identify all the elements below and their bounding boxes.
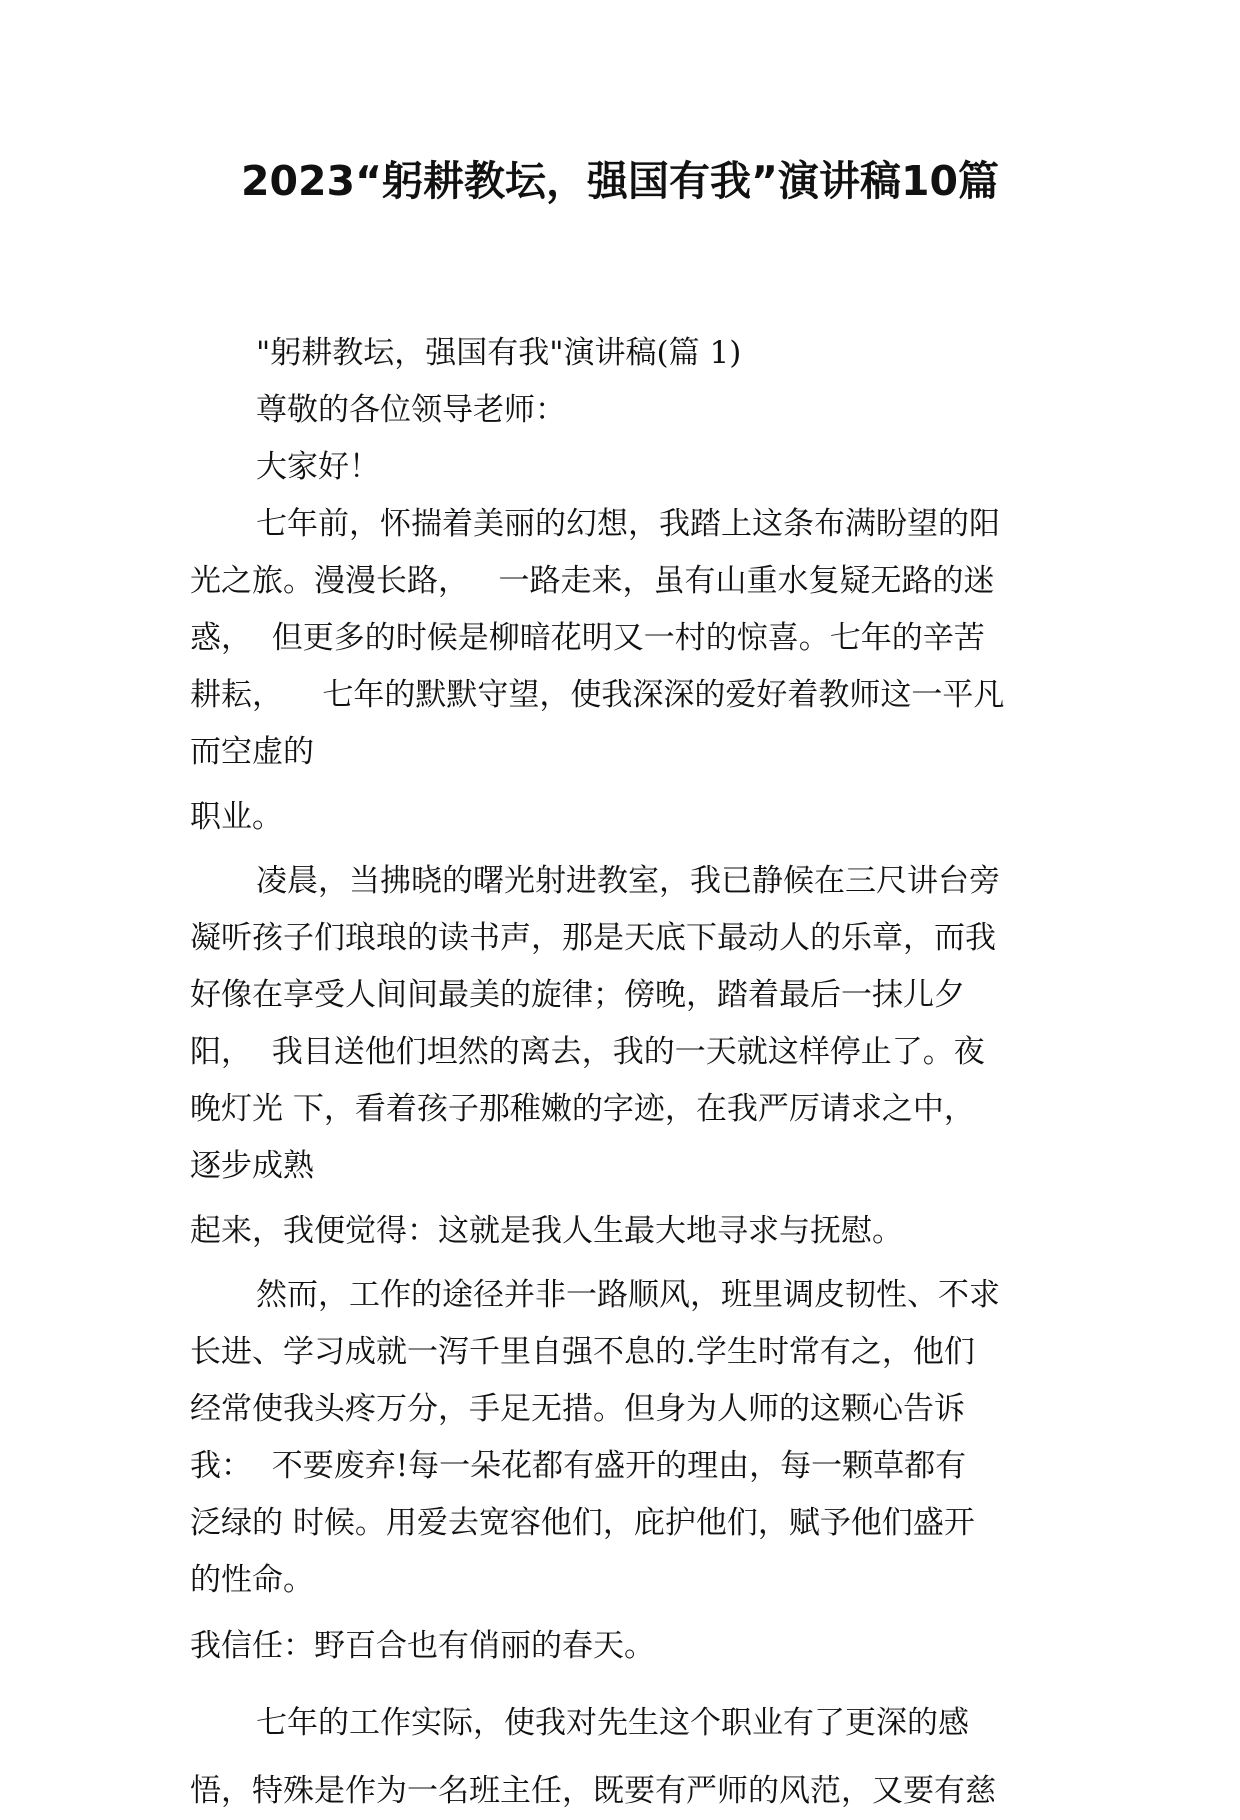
text-line: 而空虚的 (190, 734, 314, 770)
text-line: 七年前，怀揣着美丽的幻想，我踏上这条布满盼望的阳 (256, 506, 1000, 542)
document-body (190, 325, 1060, 1820)
text-line: 七年的工作实际，使我对先生这个职业有了更深的感 (256, 1705, 969, 1741)
text-line: 经常使我头疼万分，手足无措。但身为人师的这颗心告诉 (190, 1391, 965, 1427)
text-line: 起来，我便觉得：这就是我人生最大地寻求与抚慰。 (190, 1213, 903, 1249)
document-title: 2023“躬耕教坛，强国有我”演讲稿10篇 (240, 157, 1000, 205)
greeting: 大家好！ (256, 449, 380, 485)
text-line: 然而，工作的途径并非一路顺风，班里调皮韧性、不求 (256, 1277, 1000, 1313)
text-line: 的性命。 (190, 1562, 314, 1598)
text-line: 职业。 (190, 799, 283, 835)
text-line: 耕耘， 七年的默默守望，使我深深的爱好着教师这一平凡 (190, 677, 1005, 713)
text-line: 光之旅。漫漫长路， 一路走来，虽有山重水复疑无路的迷 (190, 563, 995, 599)
text-line: 好像在享受人间间最美的旋律；傍晚，踏着最后一抹儿夕 (190, 977, 965, 1013)
text-line: 逐步成熟 (190, 1148, 314, 1184)
text-line: 我： 不要废弃!每一朵花都有盛开的理由，每一颗草都有 (190, 1448, 967, 1484)
text-line: 凌晨，当拂晓的曙光射进教室，我已静候在三尺讲台旁 (256, 863, 1000, 899)
text-line: 我信任：野百合也有俏丽的春天。 (190, 1628, 655, 1664)
text-line: 凝听孩子们琅琅的读书声，那是天底下最动人的乐章，而我 (190, 920, 996, 956)
text-line: 长进、学习成就一泻千里自强不息的.学生时常有之，他们 (190, 1334, 975, 1370)
salutation: 尊敬的各位领导老师： (256, 392, 566, 428)
text-line: 阳， 我目送他们坦然的离去，我的一天就这样停止了。夜 (190, 1034, 985, 1070)
text-line: 惑， 但更多的时候是柳暗花明又一村的惊喜。七年的辛苦 (190, 620, 985, 656)
text-line: 泛绿的 时候。用爱去宽容他们，庇护他们，赋予他们盛开 (190, 1505, 975, 1541)
section-heading: "躬耕教坛，强国有我"演讲稿(篇 1) (256, 335, 742, 371)
text-line: 晚灯光 下，看着孩子那稚嫩的字迹，在我严厉请求之中， (190, 1091, 975, 1127)
text-line: 悟，特殊是作为一名班主任，既要有严师的风范，又要有慈 (190, 1773, 996, 1809)
